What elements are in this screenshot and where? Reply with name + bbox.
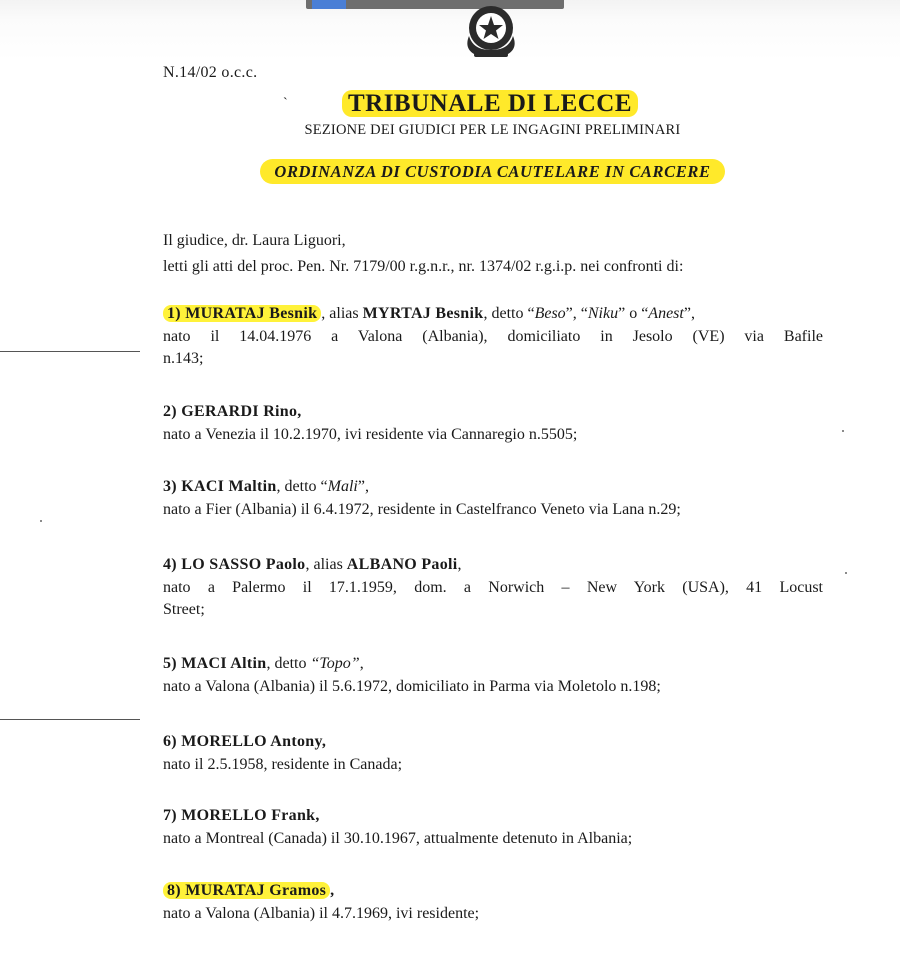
entry-8-name: 8) MURATAJ Gramos: [163, 882, 330, 899]
entry-2-birth-line: nato a Venezia il 10.2.1970, ivi residente via Cannaregio n.5505;: [163, 425, 578, 443]
italian-republic-emblem-icon: [460, 2, 522, 60]
court-title-text: TRIBUNALE DI LECCE: [342, 90, 638, 117]
defendant-entry-7: 7) MORELLO Frank, nato a Montreal (Canada) il 30.10.1967, attualmente detenuto in Albania;: [163, 805, 823, 850]
entry-3-nickname: Mali: [327, 478, 358, 495]
ordinance-title-text: ORDINANZA DI CUSTODIA CAUTELARE IN CARCERE: [260, 159, 724, 184]
entry-1-nickname-1: Beso: [534, 305, 566, 322]
intro-judge-line: Il giudice, dr. Laura Liguori,: [163, 232, 346, 249]
defendant-entry-1: [163, 303, 823, 371]
viewer-toolbar-tab[interactable]: [312, 0, 346, 9]
defendant-entry-3: 3) KACI Maltin, detto “Mali”, nato a Fier (Albania) il 6.4.1972, residente in Castelfranco Veneto via Lana n.29;: [163, 476, 823, 521]
entry-1-address-line: n.143;: [163, 350, 204, 367]
entry-1-birth-line: nato il 14.04.1976 a Valona (Albania), domiciliato in Jesolo (VE) via Bafile: [163, 327, 823, 345]
entry-5-nickname: “Topo”: [310, 655, 360, 672]
entry-4-address-line: Street;: [163, 601, 205, 618]
defendant-entry-4: 4) LO SASSO Paolo, alias ALBANO Paoli, nato a Palermo il 17.1.1959, dom. a Norwich – New York (USA), 41 Locust Street;: [163, 554, 823, 622]
entry-7-birth-line: nato a Montreal (Canada) il 30.10.1967, attualmente detenuto in Albania;: [163, 829, 633, 847]
ordinance-title: [0, 162, 900, 182]
entry-7-name: 7) MORELLO Frank: [163, 807, 316, 824]
court-section: SEZIONE DEI GIUDICI PER LE INGAGINI PRELIMINARI: [304, 122, 681, 138]
entry-1-nickname-3: Anest: [648, 305, 684, 322]
entry-6-name: 6) MORELLO Antony: [163, 733, 322, 750]
margin-rule: [0, 719, 140, 720]
scan-speck: [842, 430, 844, 432]
scan-speck: [40, 520, 42, 522]
stray-mark: ˋ: [283, 96, 288, 111]
defendant-entry-6: 6) MORELLO Antony, nato il 2.5.1958, residente in Canada;: [163, 731, 823, 776]
entry-1-name: 1) MURATAJ Besnik: [163, 305, 321, 322]
viewer-toolbar-fragment[interactable]: [306, 0, 564, 9]
entry-5-birth-line: nato a Valona (Albania) il 5.6.1972, domiciliato in Parma via Moletolo n.198;: [163, 677, 661, 695]
scan-speck: [845, 572, 847, 574]
entry-2-name: 2) GERARDI Rino: [163, 403, 298, 420]
court-title: [0, 90, 900, 118]
entry-4-alias: ALBANO Paoli: [346, 556, 458, 573]
entry-1-alias: MYRTAJ Besnik: [362, 305, 484, 322]
entry-8-birth-line: nato a Valona (Albania) il 4.7.1969, ivi residente;: [163, 904, 480, 922]
document-number: N.14/02 o.c.c.: [163, 64, 258, 81]
entry-3-name: 3) KACI Maltin: [163, 478, 277, 495]
defendant-entry-5: 5) MACI Altin, detto “Topo”, nato a Valona (Albania) il 5.6.1972, domiciliato in Parma via Moletolo n.198;: [163, 653, 823, 698]
intro-acts-line: letti gli atti del proc. Pen. Nr. 7179/00 r.g.n.r., nr. 1374/02 r.g.i.p. nei confronti di:: [163, 258, 684, 275]
entry-1-nickname-2: Niku: [587, 305, 619, 322]
intro-paragraph: [163, 228, 683, 280]
defendant-entry-2: 2) GERARDI Rino, nato a Venezia il 10.2.1970, ivi residente via Cannaregio n.5505;: [163, 401, 823, 446]
entry-3-birth-line: nato a Fier (Albania) il 6.4.1972, residente in Castelfranco Veneto via Lana n.29;: [163, 500, 681, 518]
entry-4-birth-line: nato a Palermo il 17.1.1959, dom. a Norwich – New York (USA), 41 Locust: [163, 578, 823, 596]
entry-4-name: 4) LO SASSO Paolo: [163, 556, 306, 573]
entry-6-birth-line: nato il 2.5.1958, residente in Canada;: [163, 755, 403, 773]
margin-rule: [0, 351, 140, 352]
entry-1-name-line: 1) MURATAJ Besnik , alias MYRTAJ Besnik, detto “Beso”, “Niku” o “Anest”,: [163, 303, 823, 326]
defendant-entry-8: 8) MURATAJ Gramos , nato a Valona (Albania) il 4.7.1969, ivi residente;: [163, 880, 823, 925]
entry-5-name: 5) MACI Altin: [163, 655, 267, 672]
